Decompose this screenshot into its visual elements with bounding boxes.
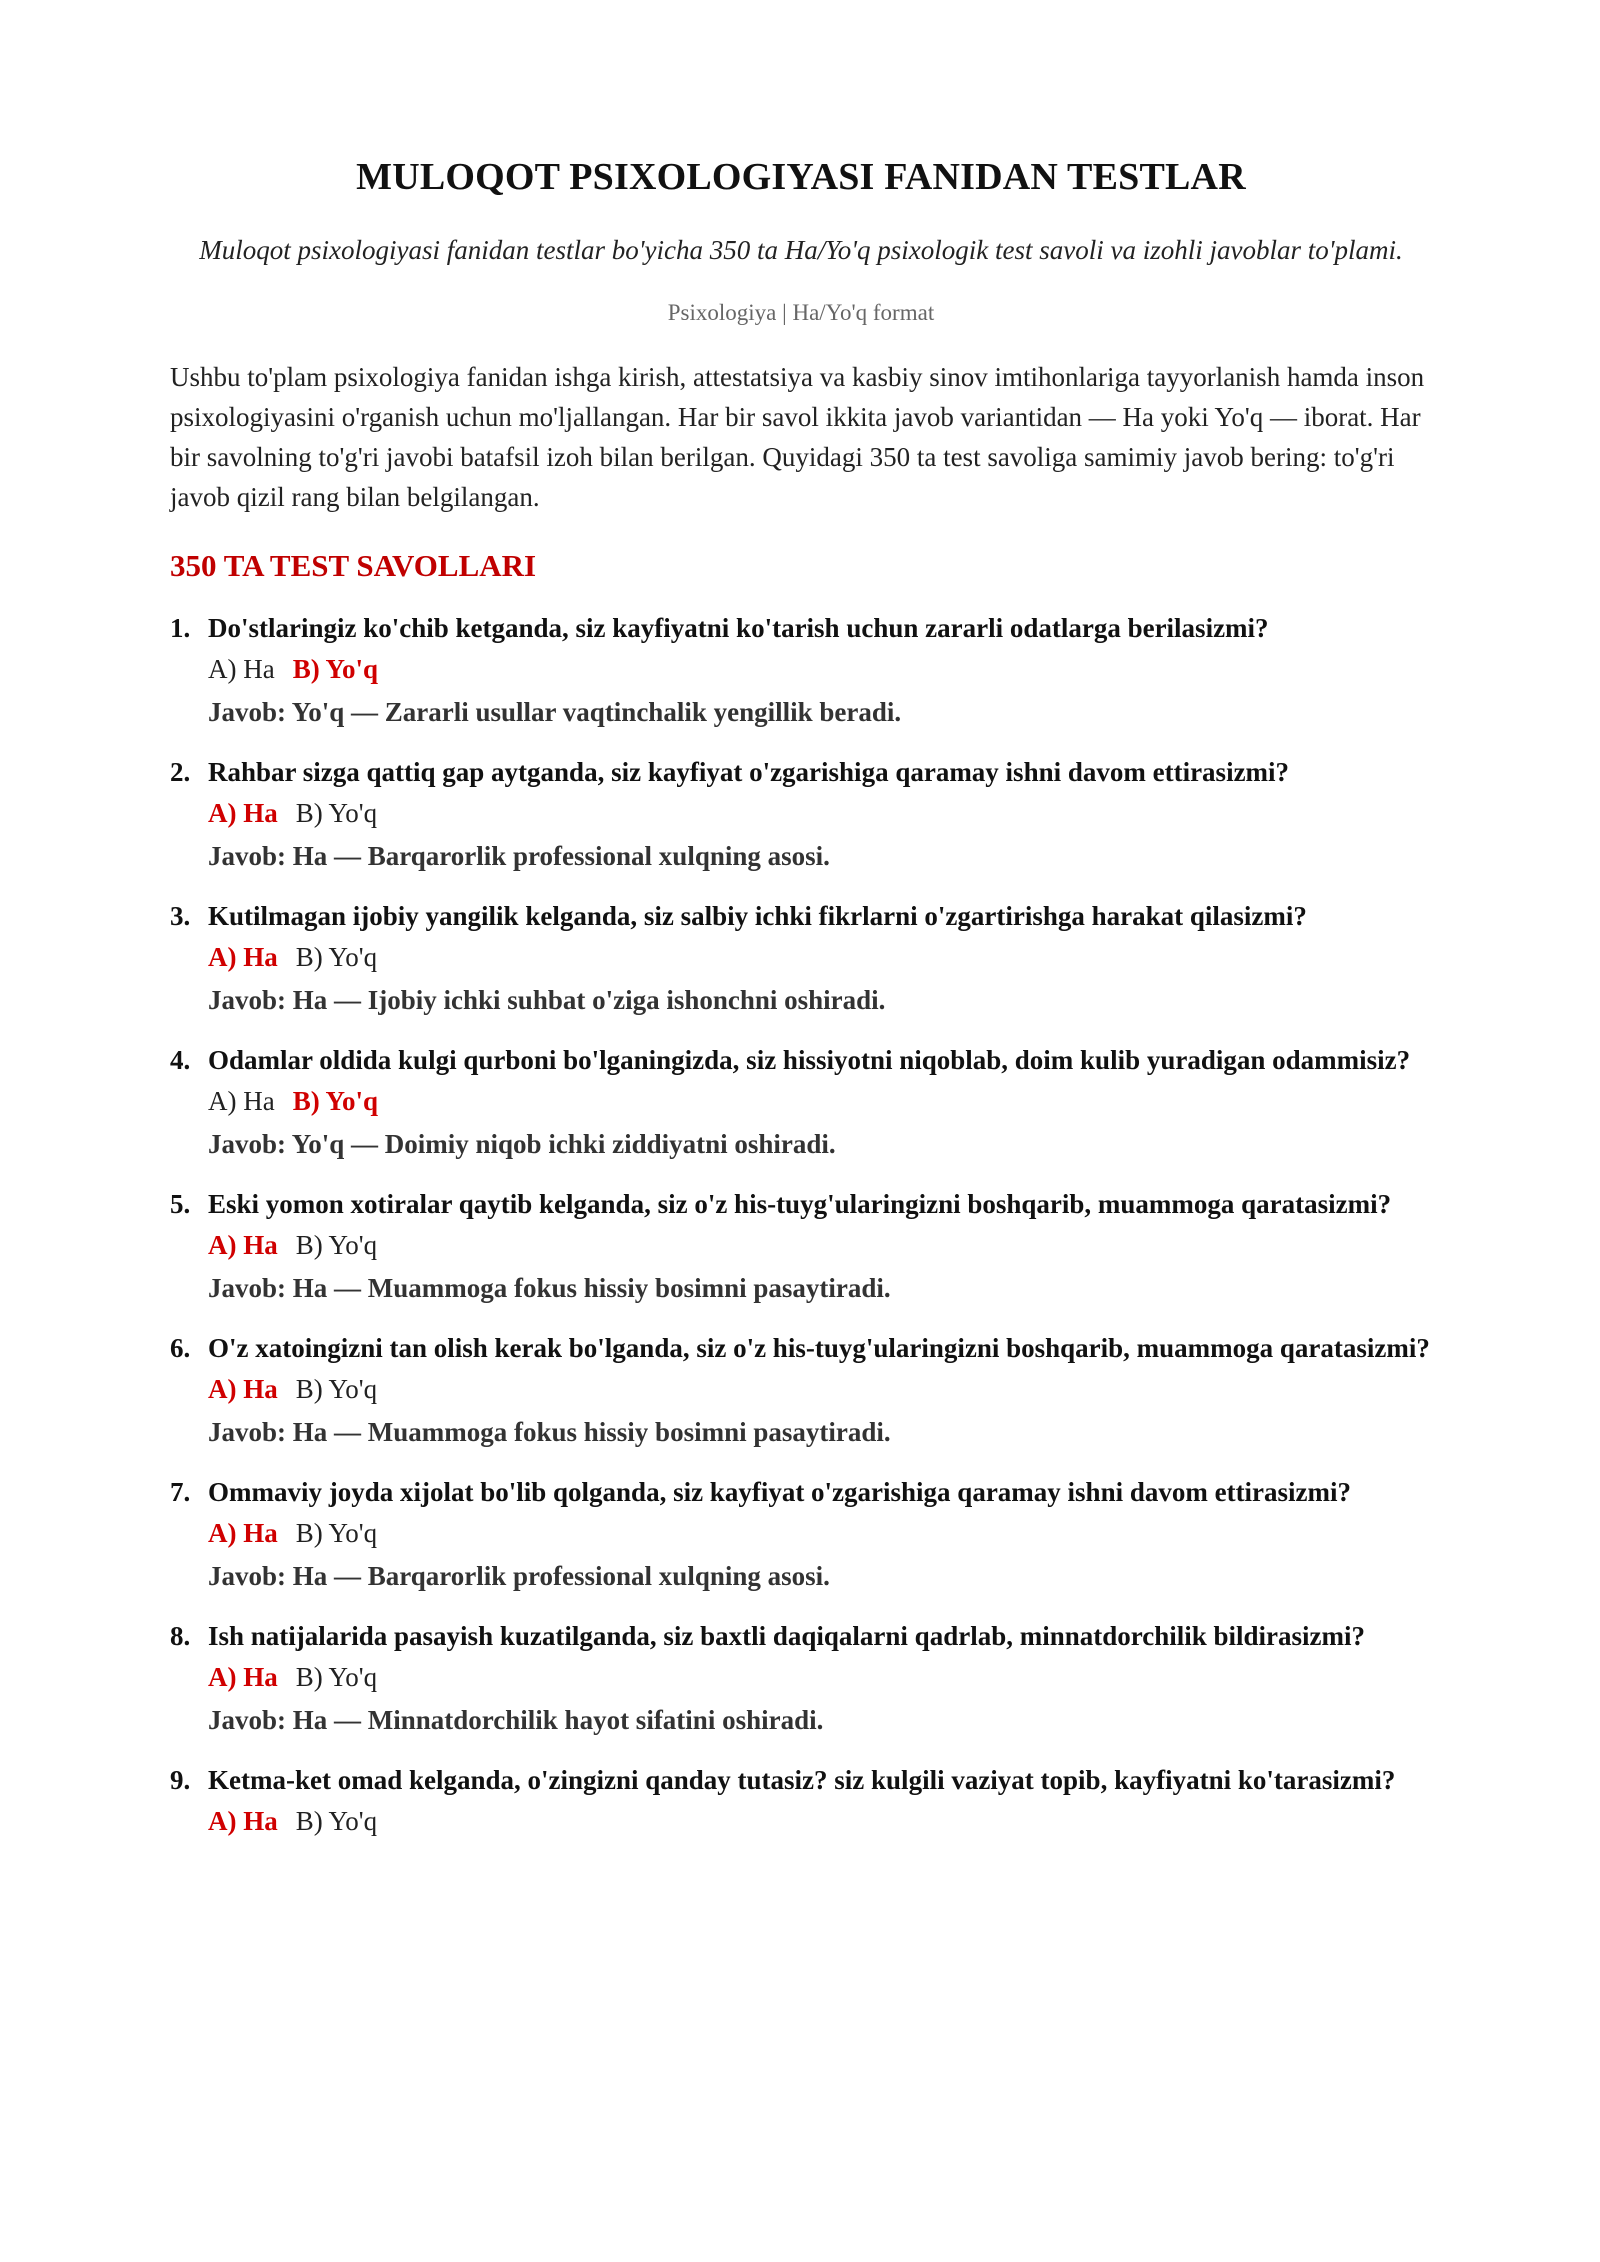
option-b: B) Yo'q xyxy=(295,942,378,972)
question-item xyxy=(170,1616,1432,1741)
question-item xyxy=(170,1760,1432,1843)
document-meta: Psixologiya | Ha/Yo'q format xyxy=(667,300,935,325)
option-b: B) Yo'q xyxy=(295,1230,378,1260)
question-number: 4. xyxy=(170,1045,191,1075)
question-text xyxy=(170,1328,1432,1368)
answer-options xyxy=(208,936,1432,979)
question-text xyxy=(170,896,1432,936)
question-label: Kutilmagan ijobiy yangilik kelganda, siz salbiy ichki fikrlarni o'zgartirishga harakat qilasizmi? xyxy=(208,901,1307,931)
question-number: 1. xyxy=(170,613,191,643)
question-item xyxy=(170,1472,1432,1597)
answer-explanation: Javob: Yo'q — Zararli usullar vaqtinchalik yengillik beradi. xyxy=(208,697,902,727)
option-a: A) Ha xyxy=(208,1230,278,1260)
option-b: B) Yo'q xyxy=(295,1806,378,1836)
option-a: A) Ha xyxy=(208,1374,278,1404)
question-label: Ish natijalarida pasayish kuzatilganda, siz baxtli daqiqalarni qadrlab, minnatdorchilik bildirasizmi? xyxy=(208,1621,1366,1651)
answer-explanation: Javob: Ha — Muammoga fokus hissiy bosimni pasaytiradi. xyxy=(208,1417,891,1447)
question-text xyxy=(170,608,1432,648)
question-text xyxy=(170,1616,1432,1656)
intro-paragraph: Ushbu to'plam psixologiya fanidan ishga kirish, attestatsiya va kasbiy sinov imtihonlariga tayyorlanish hamda inson psixologiyasini o'rganish uchun mo'ljallangan. Har bir savol ikkita javob variantidan — Ha yoki Yo'q — iborat. Har bir savolning to'g'ri javobi batafsil izoh bilan berilgan. Quyidagi 350 ta test savoliga samimiy javob bering: to'g'ri javob qizil rang bilan belgilangan. xyxy=(170,362,1425,512)
question-label: Ommaviy joyda xijolat bo'lib qolganda, siz kayfiyat o'zgarishiga qaramay ishni davom ettirasizmi? xyxy=(208,1477,1352,1507)
answer-explanation: Javob: Ha — Minnatdorchilik hayot sifatini oshiradi. xyxy=(208,1705,824,1735)
option-a: A) Ha xyxy=(208,1518,278,1548)
question-number: 3. xyxy=(170,901,191,931)
document-page xyxy=(170,0,1432,1862)
question-item xyxy=(170,1184,1432,1309)
option-a: A) Ha xyxy=(208,654,275,684)
question-text xyxy=(170,1472,1432,1512)
question-text xyxy=(170,1040,1432,1080)
question-label: O'z xatoingizni tan olish kerak bo'lganda, siz o'z his-tuyg'ularingizni boshqarib, muammoga qaratasizmi? xyxy=(208,1333,1430,1363)
question-number: 5. xyxy=(170,1189,191,1219)
question-list xyxy=(170,608,1432,1843)
question-text xyxy=(170,1760,1432,1800)
question-number: 2. xyxy=(170,757,191,787)
answer-explanation: Javob: Ha — Ijobiy ichki suhbat o'ziga ishonchni oshiradi. xyxy=(208,985,886,1015)
option-a: A) Ha xyxy=(208,942,278,972)
question-label: Eski yomon xotiralar qaytib kelganda, siz o'z his-tuyg'ularingizni boshqarib, muammoga qaratasizmi? xyxy=(208,1189,1392,1219)
question-label: Do'stlaringiz ko'chib ketganda, siz kayfiyatni ko'tarish uchun zararli odatlarga berilasizmi? xyxy=(208,613,1269,643)
option-a: A) Ha xyxy=(208,1806,278,1836)
question-label: Ketma-ket omad kelganda, o'zingizni qanday tutasiz? siz kulgili vaziyat topib, kayfiyatni ko'tarasizmi? xyxy=(208,1765,1396,1795)
answer-explanation: Javob: Yo'q — Doimiy niqob ichki ziddiyatni oshiradi. xyxy=(208,1129,836,1159)
question-text xyxy=(170,752,1432,792)
answer-options xyxy=(208,1080,1432,1123)
option-b: B) Yo'q xyxy=(292,1086,379,1116)
option-b: B) Yo'q xyxy=(295,1374,378,1404)
option-b: B) Yo'q xyxy=(295,798,378,828)
answer-options xyxy=(208,792,1432,835)
option-b: B) Yo'q xyxy=(295,1518,378,1548)
document-title: MULOQOT PSIXOLOGIYASI FANIDAN TESTLAR xyxy=(356,156,1246,198)
question-item xyxy=(170,1040,1432,1165)
question-number: 9. xyxy=(170,1765,191,1795)
question-text xyxy=(170,1184,1432,1224)
option-a: A) Ha xyxy=(208,798,278,828)
answer-options xyxy=(208,1512,1432,1555)
question-item xyxy=(170,608,1432,733)
option-b: B) Yo'q xyxy=(292,654,379,684)
option-b: B) Yo'q xyxy=(295,1662,378,1692)
question-number: 6. xyxy=(170,1333,191,1363)
question-label: Odamlar oldida kulgi qurboni bo'lganingizda, siz hissiyotni niqoblab, doim kulib yuradigan odammisiz? xyxy=(208,1045,1411,1075)
answer-explanation: Javob: Ha — Barqarorlik professional xulqning asosi. xyxy=(208,841,830,871)
answer-options xyxy=(208,1656,1432,1699)
question-number: 7. xyxy=(170,1477,191,1507)
answer-explanation: Javob: Ha — Muammoga fokus hissiy bosimni pasaytiradi. xyxy=(208,1273,891,1303)
question-item xyxy=(170,752,1432,877)
answer-options xyxy=(208,648,1432,691)
section-heading: 350 TA TEST SAVOLLARI xyxy=(170,548,537,583)
question-number: 8. xyxy=(170,1621,191,1651)
question-item xyxy=(170,896,1432,1021)
option-a: A) Ha xyxy=(208,1662,278,1692)
document-subtitle: Muloqot psixologiyasi fanidan testlar bo'yicha 350 ta Ha/Yo'q psixologik test savoli va izohli javoblar to'plami. xyxy=(199,235,1403,265)
answer-options xyxy=(208,1800,1432,1843)
answer-options xyxy=(208,1368,1432,1411)
question-item xyxy=(170,1328,1432,1453)
answer-explanation: Javob: Ha — Barqarorlik professional xulqning asosi. xyxy=(208,1561,830,1591)
question-label: Rahbar sizga qattiq gap aytganda, siz kayfiyat o'zgarishiga qaramay ishni davom ettirasizmi? xyxy=(208,757,1290,787)
option-a: A) Ha xyxy=(208,1086,275,1116)
answer-options xyxy=(208,1224,1432,1267)
